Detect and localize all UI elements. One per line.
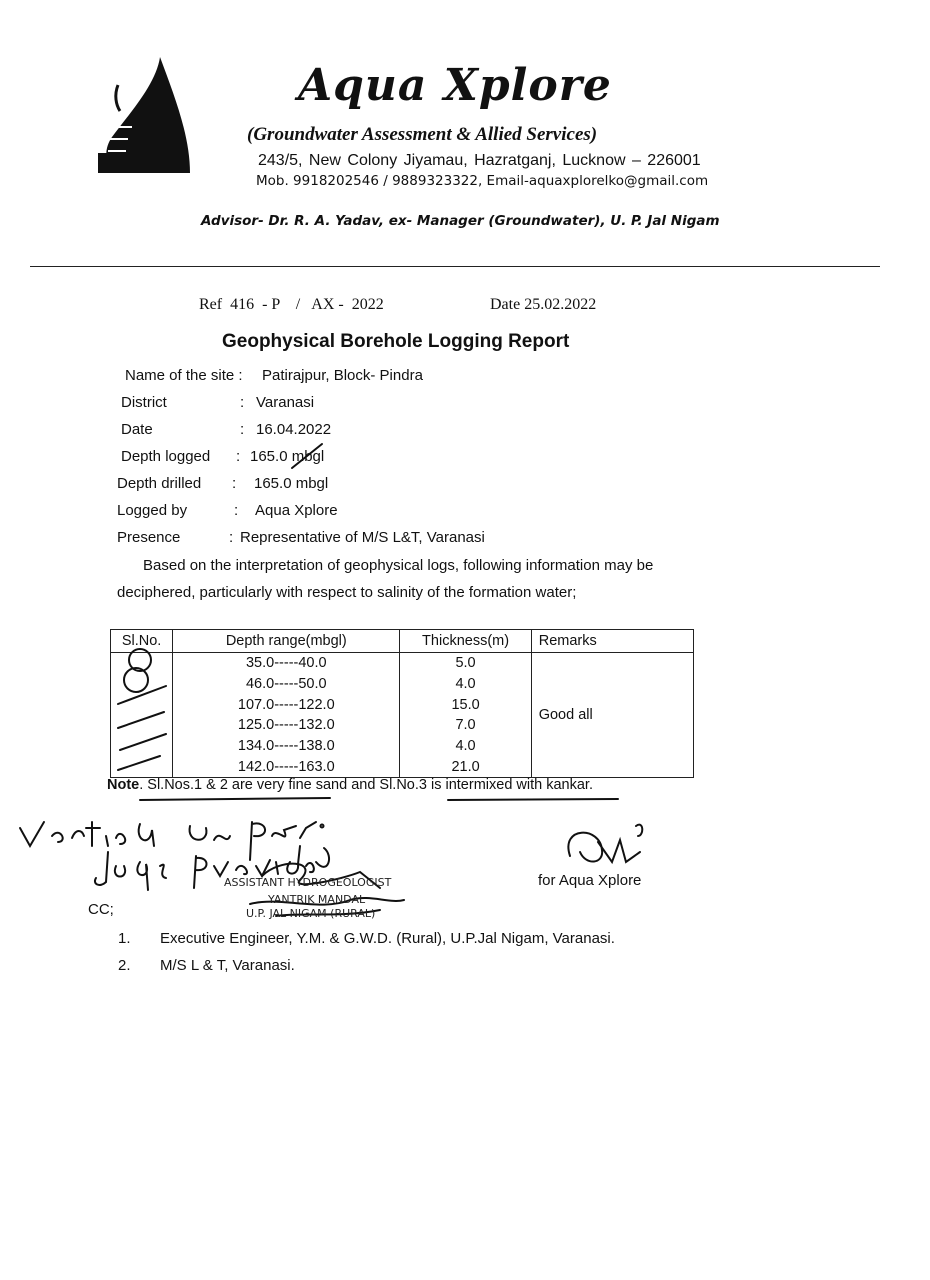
stamp-line-3: U.P. JAL NIGAM (RURAL) (246, 907, 376, 920)
presence-value: Representative of M/S L&T, Varanasi (240, 529, 485, 546)
thickness-cell: 21.0 (400, 756, 531, 777)
address: 243/5, New Colony Jiyamau, Hazratganj, Lucknow – 226001 (258, 152, 701, 169)
cc-item-1-text: Executive Engineer, Y.M. & G.W.D. (Rural), U.P.Jal Nigam, Varanasi. (160, 930, 615, 947)
header-depth-range: Depth range(mbgl) (173, 630, 400, 653)
brand-name: Aqua Xplore (298, 60, 612, 111)
report-title: Geophysical Borehole Logging Report (222, 331, 570, 352)
note (107, 777, 593, 793)
header-divider (30, 266, 880, 267)
depth-cell: 142.0-----163.0 (173, 756, 400, 777)
drop-logo-icon (98, 55, 194, 175)
note-text: . Sl.Nos.1 & 2 are very fine sand and Sl.No.3 is intermixed with kankar. (139, 777, 593, 793)
logged-by-label: Logged by (117, 502, 188, 519)
presence-label: Presence (117, 529, 181, 546)
remarks-cell: Good all (531, 653, 693, 778)
sl-cell (111, 715, 173, 736)
depth-drilled-label: Depth drilled (117, 475, 202, 492)
depth-drilled-colon: : (232, 475, 237, 492)
tagline: (Groundwater Assessment & Allied Services) (247, 124, 598, 145)
cc-item-2-text: M/S L & T, Varanasi. (160, 957, 295, 974)
table-row (111, 653, 694, 674)
paragraph-line-1: Based on the interpretation of geophysical logs, following information may be (143, 557, 654, 574)
paragraph-line-2: deciphered, particularly with respect to salinity of the formation water; (117, 584, 577, 601)
depth-cell: 134.0-----138.0 (173, 736, 400, 757)
date-colon: : (240, 421, 245, 438)
for-aqua-xplore: for Aqua Xplore (538, 872, 642, 889)
note-label: Note (107, 777, 140, 793)
depth-logged-label: Depth logged (121, 448, 211, 465)
district-colon: : (240, 394, 245, 411)
reference-date: Date 25.02.2022 (490, 296, 597, 313)
logged-by-colon: : (234, 502, 239, 519)
sl-cell (111, 736, 173, 757)
depth-logged-colon: : (236, 448, 241, 465)
cc-item-2-num: 2. (118, 957, 131, 974)
stamp-line-2: YANTRIK MANDAL (268, 893, 366, 906)
header-remarks: Remarks (531, 630, 693, 653)
header-thickness: Thickness(m) (400, 630, 531, 653)
header-sl-no: Sl.No. (111, 630, 173, 653)
depth-drilled-value: 165.0 mbgl (254, 475, 329, 492)
sl-cell (111, 756, 173, 777)
site-value: Patirajpur, Block- Pindra (262, 367, 423, 384)
thickness-cell: 4.0 (400, 736, 531, 757)
sl-cell (111, 653, 173, 674)
sl-cell (111, 674, 173, 695)
depth-logged-value: 165.0 mbgl (250, 448, 325, 465)
reference-number: Ref 416 - P / AX - 2022 (199, 296, 384, 313)
thickness-cell: 15.0 (400, 694, 531, 715)
thickness-cell: 5.0 (400, 653, 531, 674)
thickness-cell: 7.0 (400, 715, 531, 736)
logging-table (110, 629, 694, 778)
date-label: Date (121, 421, 153, 438)
depth-cell: 46.0-----50.0 (173, 674, 400, 695)
contact-info: Mob. 9918202546 / 9889323322, Email-aquaxplorelko@gmail.com (256, 173, 709, 189)
advisor-line: Advisor- Dr. R. A. Yadav, ex- Manager (Groundwater), U. P. Jal Nigam (201, 213, 720, 229)
cc-label: CC; (88, 901, 114, 918)
district-label: District (121, 394, 167, 411)
depth-cell: 107.0-----122.0 (173, 694, 400, 715)
sl-cell (111, 694, 173, 715)
district-value: Varanasi (256, 394, 315, 411)
depth-cell: 35.0-----40.0 (173, 653, 400, 674)
thickness-cell: 4.0 (400, 674, 531, 695)
stamp-line-1: ASSISTANT HYDROGEOLOGIST (224, 876, 392, 889)
depth-cell: 125.0-----132.0 (173, 715, 400, 736)
table-header-row (111, 630, 694, 653)
site-label: Name of the site : (125, 367, 243, 384)
presence-colon: : (229, 529, 234, 546)
logged-by-value: Aqua Xplore (255, 502, 338, 519)
date-value: 16.04.2022 (256, 421, 332, 438)
cc-item-1-num: 1. (118, 930, 131, 947)
